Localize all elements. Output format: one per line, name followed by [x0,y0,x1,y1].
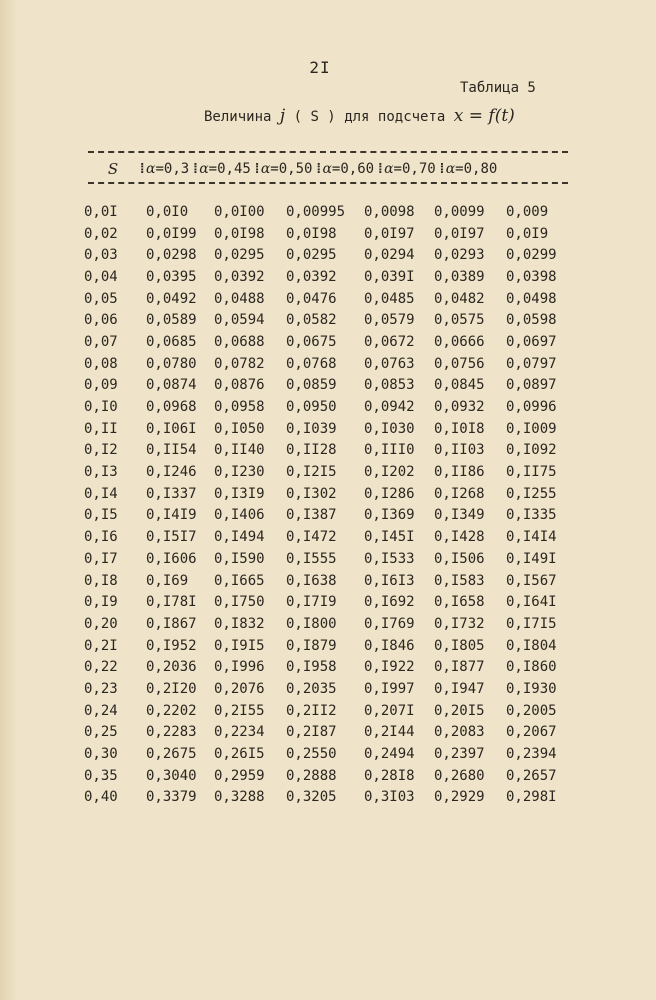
table-cell: 0,0688 [214,333,265,350]
table-cell: 0,I45I [364,529,415,546]
table-cell: 0,2I20 [146,680,197,697]
table-cell: 0,III0 [364,442,415,459]
table-row [84,223,566,245]
table-cell: 0,I958 [286,659,337,676]
table-cell: 0,0I00 [214,203,265,220]
row-s-value: 0,35 [84,767,118,784]
row-s-value: 0,23 [84,680,118,697]
table-cell: 0,II40 [214,442,265,459]
header-bottom-rule [88,182,568,184]
table-cell: 0,I804 [506,637,557,654]
table-row [84,353,566,375]
caption-argument: ( S ) [293,109,336,125]
column-separator: ⁞ [437,160,447,177]
table-row [84,505,566,527]
table-cell: 0,0950 [286,399,337,416]
table-cell: 0,0672 [364,333,415,350]
table-cell: 0,2I44 [364,724,415,741]
table-row [84,244,566,266]
table-cell: 0,00995 [286,203,346,220]
row-s-value: 0,I8 [84,572,118,589]
table-row [84,570,566,592]
table-cell: 0,I6I3 [364,572,415,589]
table-cell: 0,0780 [146,355,197,372]
table-cell: 0,2067 [506,724,557,741]
row-s-value: 0,I0 [84,399,118,416]
table-header [88,158,499,180]
table-cell: 0,I472 [286,529,337,546]
table-cell: 0,039I [364,268,415,285]
table-row [84,635,566,657]
table-cell: 0,2035 [286,680,337,697]
table-cell: 0,2005 [506,702,557,719]
table-cell: 0,I860 [506,659,557,676]
table-cell: 0,0395 [146,268,197,285]
table-cell: 0,0589 [146,312,197,329]
alpha-icon: α [322,161,332,177]
table-cell: 0,0099 [434,203,485,220]
table-cell: 0,0845 [434,377,485,394]
row-s-value: 0,2I [84,637,118,654]
table-cell: 0,0485 [364,290,415,307]
table-cell: 0,0I9 [506,225,549,242]
table-row [84,440,566,462]
row-s-value: 0,30 [84,746,118,763]
table-cell: 0,0932 [434,399,485,416]
table-cell: 0,I2I5 [286,464,337,481]
table-cell: 0,I947 [434,680,485,697]
table-cell: 0,26I5 [214,746,265,763]
table-body [84,201,566,808]
table-cell: 0,009 [506,203,549,220]
table-cell: 0,0859 [286,377,337,394]
table-cell: 0,I750 [214,594,265,611]
table-cell: 0,II75 [506,464,557,481]
table-row [84,787,566,809]
table-cell: 0,0392 [286,268,337,285]
row-s-value: 0,I6 [84,529,118,546]
table-cell: 0,I406 [214,507,265,524]
table-cell: 0,2680 [434,767,485,784]
table-cell: 0,2397 [434,746,485,763]
table-cell: 0,2657 [506,767,557,784]
table-cell: 0,I009 [506,420,557,437]
alpha-icon: α [445,161,456,177]
table-cell: 0,I428 [434,529,485,546]
table-cell: 0,I255 [506,485,557,502]
table-cell: 0,0294 [364,247,415,264]
table-cell: 0,I039 [286,420,337,437]
table-cell: 0,II03 [434,442,485,459]
table-cell: 0,0666 [434,333,485,350]
column-header-s: S [107,160,119,178]
alpha-icon: α [146,161,156,177]
table-cell: 0,0398 [506,268,557,285]
table-cell: 0,I583 [434,572,485,589]
table-cell: 0,2II2 [286,702,337,719]
caption-formula: x = f(t) [453,106,515,126]
table-row [84,700,566,722]
table-cell: 0,I800 [286,615,337,632]
column-separator: ⁞ [138,160,147,177]
column-header-alpha-0-45: α =0,45 [199,161,251,177]
row-s-value: 0,I4 [84,485,118,502]
header-top-rule [88,151,568,153]
table-cell: 0,I930 [506,680,557,697]
table-cell: 0,I867 [146,615,197,632]
table-cell: 0,II54 [146,442,197,459]
table-cell: 0,I832 [214,615,265,632]
page-number: 2I [309,58,331,77]
table-cell: 0,I337 [146,485,197,502]
table-row [84,309,566,331]
table-cell: 0,I665 [214,572,265,589]
table-row [84,483,566,505]
table-cell: 0,0968 [146,399,197,416]
table-cell: 0,I922 [364,659,415,676]
table-cell: 0,I369 [364,507,415,524]
table-cell: 0,I387 [286,507,337,524]
table-cell: 0,0685 [146,333,197,350]
table-cell: 0,I7I9 [286,594,337,611]
table-cell: 0,2550 [286,746,337,763]
table-cell: 0,I638 [286,572,337,589]
table-cell: 0,I302 [286,485,337,502]
table-cell: 0,I0I8 [434,420,485,437]
table-cell: 0,I286 [364,485,415,502]
table-cell: 0,3040 [146,767,197,784]
table-row [84,548,566,570]
table-cell: 0,0942 [364,399,415,416]
alpha-icon: α [260,161,271,177]
row-s-value: 0,22 [84,659,118,676]
table-cell: 0,0797 [506,355,557,372]
row-s-value: 0,08 [84,355,118,372]
table-cell: 0,II28 [286,442,337,459]
table-cell: 0,2I55 [214,702,265,719]
table-row [84,375,566,397]
row-s-value: 0,25 [84,724,118,741]
table-cell: 0,I202 [364,464,415,481]
table-cell: 0,I996 [214,659,265,676]
table-cell: 0,I805 [434,637,485,654]
table-row [84,678,566,700]
table-cell: 0,I506 [434,550,485,567]
table-cell: 0,0575 [434,312,485,329]
table-cell: 0,0782 [214,355,265,372]
table-cell: 0,2083 [434,724,485,741]
row-s-value: 0,03 [84,247,118,264]
table-cell: 0,I846 [364,637,415,654]
table-cell: 0,I050 [214,420,265,437]
table-cell: 0,0389 [434,268,485,285]
column-header-alpha-0-50: α =0,50 [260,161,313,177]
row-s-value: 0,24 [84,702,118,719]
table-cell: 0,I7I5 [506,615,557,632]
table-row [84,722,566,744]
table-cell: 0,0853 [364,377,415,394]
table-cell: 0,0768 [286,355,337,372]
table-cell: 0,I69 [146,572,189,589]
table-cell: 0,I06I [146,420,197,437]
table-cell: 0,I78I [146,594,197,611]
table-cell: 0,I494 [214,529,265,546]
table-cell: 0,0295 [214,247,265,264]
row-s-value: 0,09 [84,377,118,394]
table-cell: 0,0I97 [364,225,415,242]
column-separator: ⁞ [376,160,385,177]
table-row [84,288,566,310]
row-s-value: 0,I7 [84,550,118,567]
table-row [84,331,566,353]
caption-middle: для подсчета [344,109,446,125]
table-cell: 0,I590 [214,550,265,567]
table-cell: 0,I952 [146,637,197,654]
table-row [84,418,566,440]
column-header-alpha-0-70: α =0,70 [384,161,436,177]
column-separator: ⁞ [314,160,323,177]
table-cell: 0,0594 [214,312,265,329]
table-cell: 0,I606 [146,550,197,567]
row-s-value: 0,05 [84,290,118,307]
table-cell: 0,0I98 [286,225,337,242]
table-cell: 0,0I0 [146,203,189,220]
table-cell: 0,II86 [434,464,485,481]
table-cell: 0,I997 [364,680,415,697]
caption-prefix: Величина [204,109,272,125]
table-cell: 0,I092 [506,442,557,459]
column-header-alpha-0-3: α =0,3 [146,161,190,177]
table-cell: 0,2394 [506,746,557,763]
table-row [84,656,566,678]
table-cell: 0,0697 [506,333,557,350]
row-s-value: 0,07 [84,333,118,350]
table-cell: 0,I692 [364,594,415,611]
table-cell: 0,20I5 [434,702,485,719]
table-cell: 0,0295 [286,247,337,264]
table-cell: 0,2I87 [286,724,337,741]
table-cell: 0,I268 [434,485,485,502]
table-cell: 0,I877 [434,659,485,676]
table-cell: 0,0299 [506,247,557,264]
table-cell: 0,2929 [434,789,485,806]
table-cell: 0,3205 [286,789,337,806]
table-cell: 0,2036 [146,659,197,676]
table-cell: 0,3I03 [364,789,415,806]
table-row [84,201,566,223]
row-s-value: 0,I3 [84,464,118,481]
table-cell: 0,2234 [214,724,265,741]
alpha-icon: α [199,161,209,177]
table-cell: 0,I555 [286,550,337,567]
table-cell: 0,0488 [214,290,265,307]
table-cell: 0,298I [506,789,557,806]
table-row [84,591,566,613]
table-cell: 0,3288 [214,789,265,806]
table-cell: 0,I5I7 [146,529,197,546]
table-cell: 0,0298 [146,247,197,264]
table-cell: 0,0582 [286,312,337,329]
table-cell: 0,2959 [214,767,265,784]
table-cell: 0,28I8 [364,767,415,784]
table-cell: 0,I879 [286,637,337,654]
table-cell: 0,0492 [146,290,197,307]
caption-function: j [279,106,286,126]
table-row [84,266,566,288]
table-cell: 0,0897 [506,377,557,394]
table-cell: 0,I3I9 [214,485,265,502]
column-separator: ⁞ [191,160,200,177]
table-cell: 0,I533 [364,550,415,567]
table-cell: 0,0I99 [146,225,197,242]
table-row [84,613,566,635]
row-s-value: 0,20 [84,615,118,632]
table-cell: 0,2675 [146,746,197,763]
table-cell: 0,I567 [506,572,557,589]
table-cell: 0,0579 [364,312,415,329]
table-cell: 0,0763 [364,355,415,372]
table-cell: 0,2202 [146,702,197,719]
table-cell: 0,0498 [506,290,557,307]
table-cell: 0,0I97 [434,225,485,242]
table-cell: 0,0476 [286,290,337,307]
table-cell: 0,0756 [434,355,485,372]
table-cell: 0,I4I4 [506,529,557,546]
row-s-value: 0,0I [84,203,118,220]
table-row [84,461,566,483]
table-cell: 0,I4I9 [146,507,197,524]
table-caption [204,106,515,126]
table-cell: 0,0598 [506,312,557,329]
row-s-value: 0,I2 [84,442,118,459]
table-cell: 0,0996 [506,399,557,416]
table-cell: 0,I030 [364,420,415,437]
page-edge-shadow [0,0,18,1000]
table-cell: 0,207I [364,702,415,719]
table-row [84,396,566,418]
row-s-value: 0,04 [84,268,118,285]
table-cell: 0,2076 [214,680,265,697]
table-cell: 0,I246 [146,464,197,481]
table-cell: 0,I64I [506,594,557,611]
table-label: Таблица 5 [460,80,536,96]
table-cell: 0,0874 [146,377,197,394]
column-separator: ⁞ [252,160,262,177]
table-cell: 0,I658 [434,594,485,611]
table-row [84,743,566,765]
table-cell: 0,0I98 [214,225,265,242]
table-cell: 0,0098 [364,203,415,220]
table-cell: 0,I732 [434,615,485,632]
row-s-value: 0,I9 [84,594,118,611]
row-s-value: 0,06 [84,312,118,329]
table-cell: 0,I335 [506,507,557,524]
column-header-alpha-0-80: α =0,80 [445,161,498,177]
table-cell: 0,0293 [434,247,485,264]
row-s-value: 0,II [84,420,118,437]
table-cell: 0,0876 [214,377,265,394]
column-header-alpha-0-60: α =0,60 [322,161,375,177]
table-cell: 0,0482 [434,290,485,307]
table-cell: 0,I9I5 [214,637,265,654]
table-cell: 0,I49I [506,550,557,567]
table-cell: 0,0392 [214,268,265,285]
table-row [84,526,566,548]
row-s-value: 0,40 [84,789,118,806]
alpha-icon: α [384,161,394,177]
table-cell: 0,0958 [214,399,265,416]
table-cell: 0,2283 [146,724,197,741]
table-cell: 0,I230 [214,464,265,481]
table-cell: 0,I769 [364,615,415,632]
row-s-value: 0,I5 [84,507,118,524]
table-cell: 0,2888 [286,767,337,784]
row-s-value: 0,02 [84,225,118,242]
table-row [84,765,566,787]
table-cell: 0,0675 [286,333,337,350]
table-cell: 0,3379 [146,789,197,806]
table-cell: 0,2494 [364,746,415,763]
table-cell: 0,I349 [434,507,485,524]
